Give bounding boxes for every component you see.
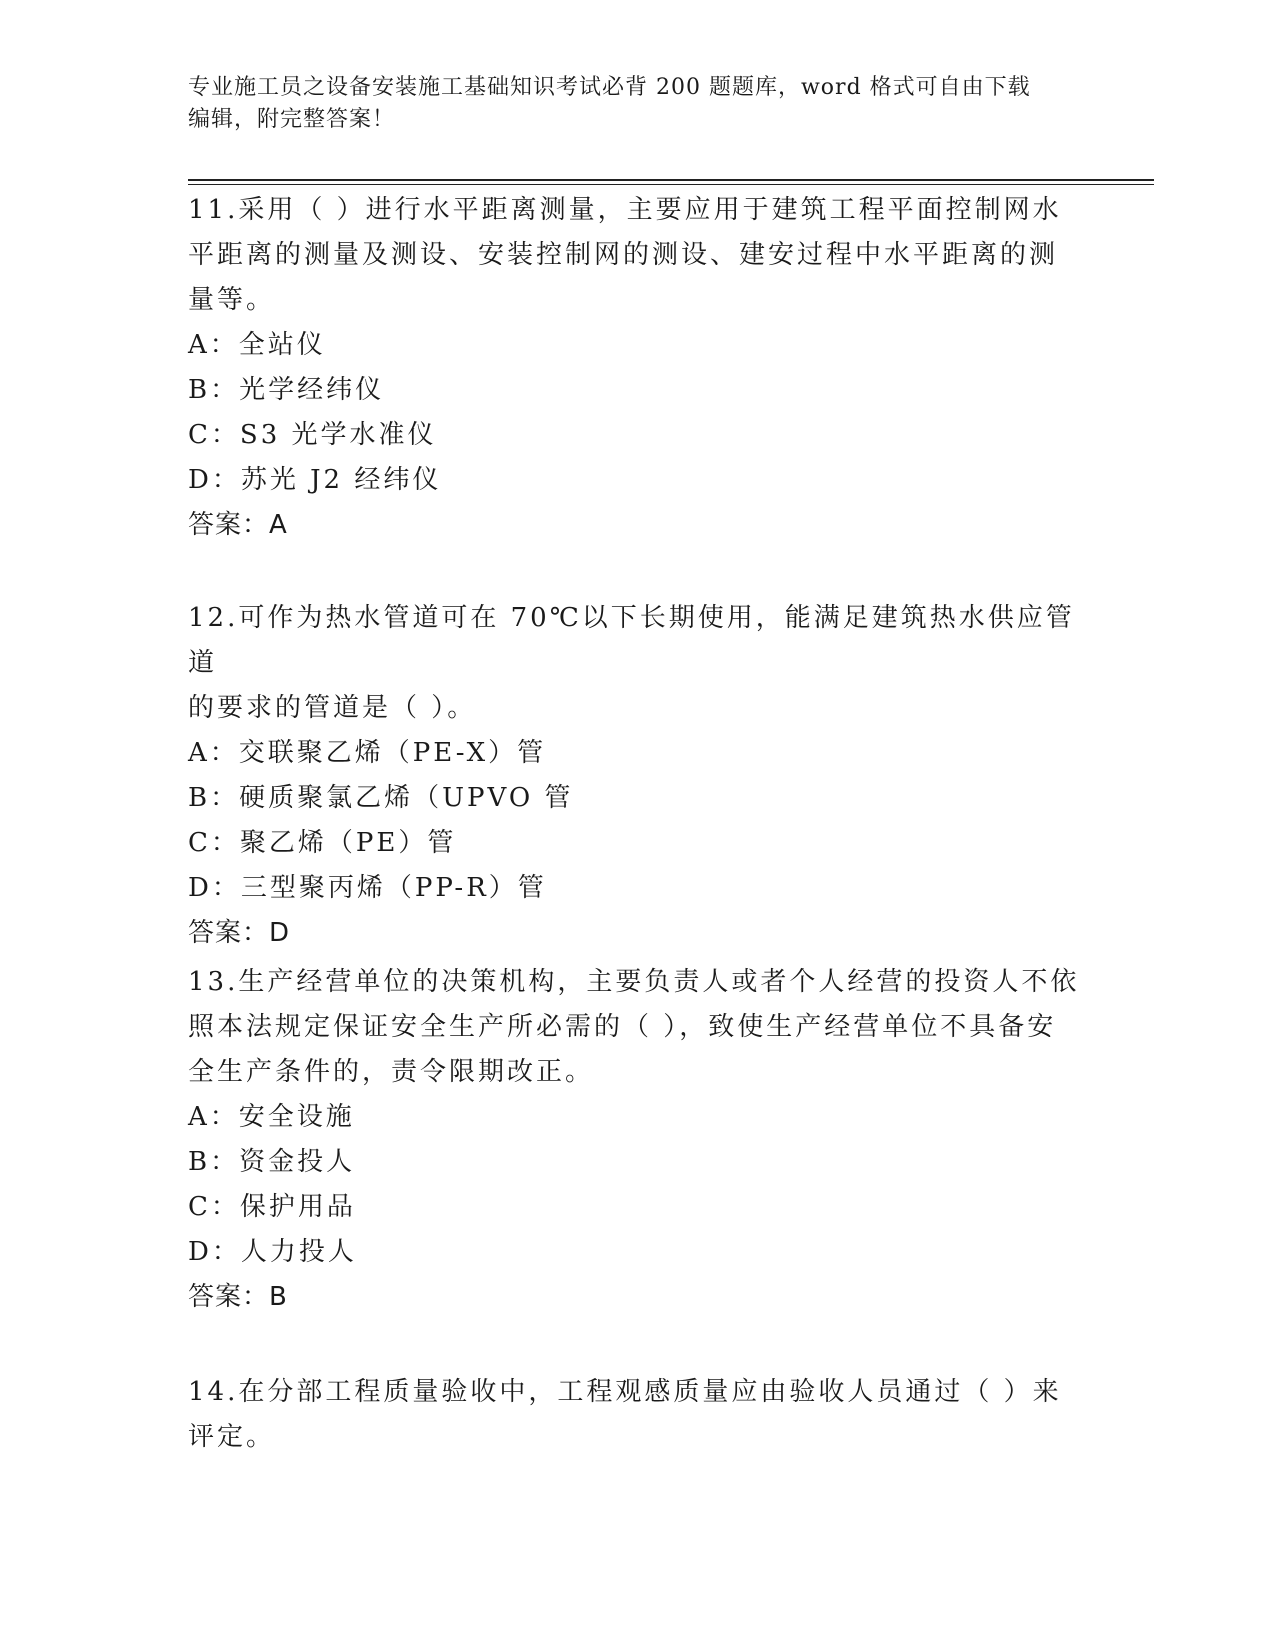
option-d: D：三型聚丙烯（PP-R）管 [188, 873, 547, 903]
stem-line: 评定。 [188, 1422, 276, 1452]
stem-line: 14.在分部工程质量验收中，工程观感质量应由验收人员通过（ ）来 [188, 1377, 1062, 1407]
question-stem [188, 188, 1088, 323]
option-c: C：S3 光学水准仪 [188, 420, 437, 450]
header-rule-thin [188, 184, 1154, 185]
option-a: A：交联聚乙烯（PE-X）管 [188, 738, 547, 768]
stem-line: 13.生产经营单位的决策机构，主要负责人或者个人经营的投资人不依 [188, 967, 1080, 997]
stem-line: 全生产条件的，责令限期改正。 [188, 1057, 595, 1087]
stem-line: 12.可作为热水管道可在 70℃以下长期使用，能满足建筑热水供应管道 [188, 603, 1075, 678]
question-stem [188, 596, 1088, 731]
question-11 [188, 188, 1088, 548]
option-a: A：全站仪 [188, 330, 326, 360]
answer: 答案：A [188, 510, 288, 540]
answer: 答案：B [188, 1282, 288, 1312]
option-d: D：苏光 J2 经纬仪 [188, 465, 442, 495]
header-line-2: 编辑，附完整答案！ [188, 107, 396, 132]
answer: 答案：D [188, 918, 291, 948]
option-a: A：安全设施 [188, 1102, 355, 1132]
question-14 [188, 1370, 1088, 1460]
option-b: B：资金投人 [188, 1147, 356, 1177]
option-b: B：光学经纬仪 [188, 375, 385, 405]
stem-line: 平距离的测量及测设、安装控制网的测设、建安过程中水平距离的测 [188, 240, 1059, 270]
question-13 [188, 960, 1088, 1320]
option-c: C：聚乙烯（PE）管 [188, 828, 457, 858]
option-c: C：保护用品 [188, 1192, 356, 1222]
header-line-1: 专业施工员之设备安装施工基础知识考试必背 200 题题库，word 格式可自由下载 [188, 75, 1031, 100]
stem-line: 量等。 [188, 285, 276, 315]
header-rule-thick [188, 179, 1154, 181]
stem-line: 的要求的管道是（ ）。 [188, 693, 477, 723]
option-b: B：硬质聚氯乙烯（UPVO 管 [188, 783, 574, 813]
question-stem [188, 1370, 1088, 1460]
question-stem [188, 960, 1088, 1095]
stem-line: 照本法规定保证安全生产所必需的（ ），致使生产经营单位不具备安 [188, 1012, 1057, 1042]
stem-line: 11.采用（ ）进行水平距离测量，主要应用于建筑工程平面控制网水 [188, 195, 1062, 225]
document-header [188, 72, 1068, 136]
option-d: D：人力投人 [188, 1237, 357, 1267]
question-12 [188, 596, 1088, 956]
